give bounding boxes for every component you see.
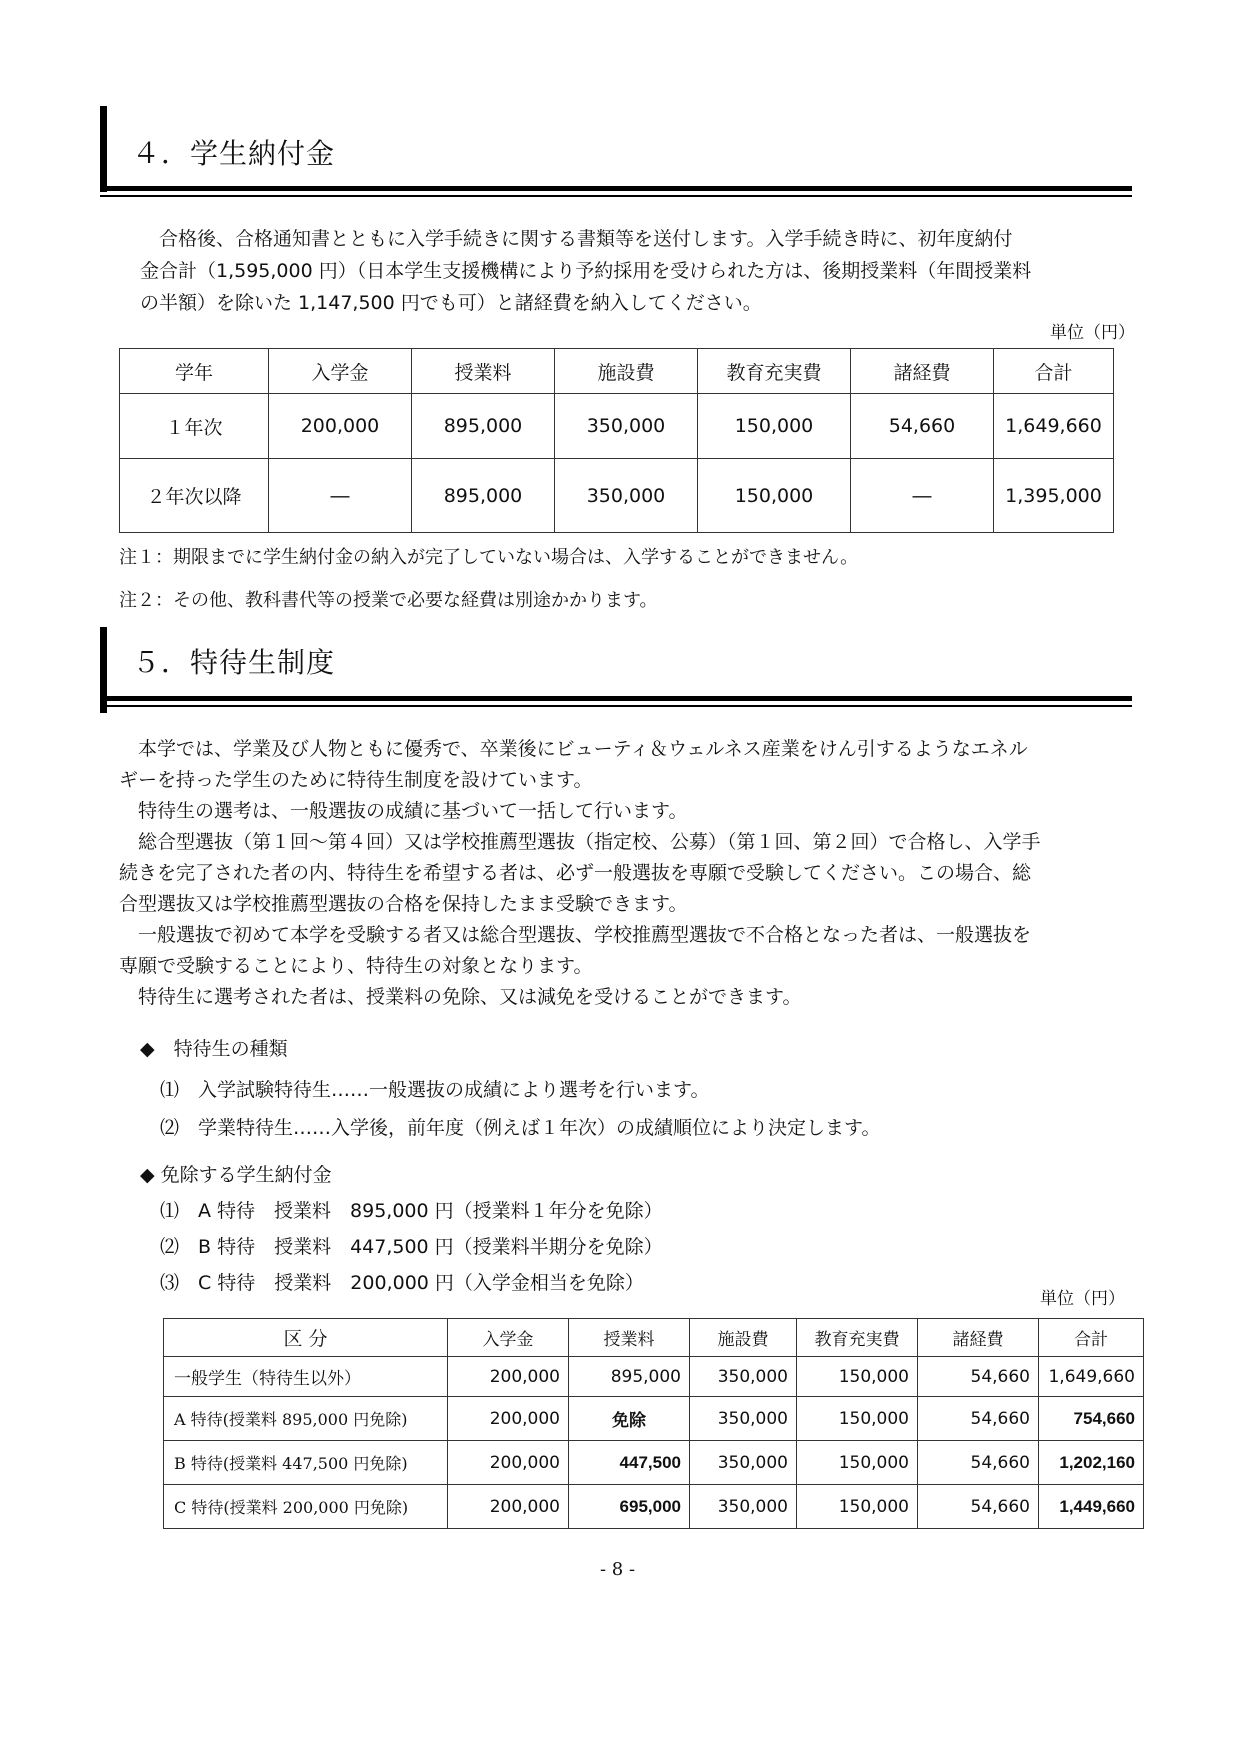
para-line: 総合型選抜（第１回～第４回）又は学校推薦型選抜（指定校、公募）（第１回、第２回）で合格し、入学手 (119, 831, 1041, 853)
table-cell: 150,000 (698, 459, 851, 533)
para-line: 専願で受験することにより、特待生の対象となります。 (119, 955, 593, 977)
table-cell: 54,660 (851, 394, 994, 459)
table-cell: ― (269, 459, 412, 533)
heading-rule (100, 696, 1132, 701)
heading-rule (100, 195, 1132, 197)
table-cell: 1,649,660 (1039, 1357, 1144, 1397)
table-row (120, 394, 1114, 459)
page-number: - 8 - (600, 1559, 636, 1580)
table-cell: 350,000 (555, 394, 698, 459)
table-cell: 695,000 (569, 1485, 690, 1529)
table-cell: 200,000 (448, 1357, 569, 1397)
table-header: 教育充実費 (698, 349, 851, 394)
table-cell: 150,000 (797, 1485, 918, 1529)
heading-bar (100, 106, 107, 192)
table-cell: 54,660 (918, 1357, 1039, 1397)
section4-paragraph (140, 223, 1140, 319)
table-cell: 200,000 (448, 1441, 569, 1485)
table-header: 授業料 (412, 349, 555, 394)
table-cell: 350,000 (690, 1357, 797, 1397)
section4-title: ４．学生納付金 (132, 137, 336, 170)
table-header: 諸経費 (851, 349, 994, 394)
table-cell: 1,395,000 (994, 459, 1114, 533)
table-cell: 54,660 (918, 1485, 1039, 1529)
table-row (164, 1441, 1144, 1485)
table-row (164, 1485, 1144, 1529)
types-heading: ◆ 特待生の種類 (140, 1038, 288, 1060)
table-header: 諸経費 (918, 1319, 1039, 1357)
table-cell: 200,000 (448, 1485, 569, 1529)
row-label: C 特待(授業料 200,000 円免除) (164, 1485, 448, 1529)
table-cell: 1,449,660 (1039, 1485, 1144, 1529)
table-cell: 200,000 (269, 394, 412, 459)
table-header: 施設費 (690, 1319, 797, 1357)
exempt-heading: ◆ 免除する学生納付金 (140, 1164, 332, 1186)
row-label: 一般学生（特待生以外） (164, 1357, 448, 1397)
table-row (120, 459, 1114, 533)
table-header-row (120, 349, 1114, 394)
table-cell: 1,202,160 (1039, 1441, 1144, 1485)
table-cell: １年次 (120, 394, 269, 459)
table-header: 区 分 (164, 1319, 448, 1357)
para-line: 金合計（1,595,000 円）（日本学生支援機構により予約採用を受けられた方は、後期授業料（年間授業料 (140, 260, 1032, 282)
table-cell: 350,000 (690, 1397, 797, 1441)
table-cell: 免除 (569, 1397, 690, 1441)
para-line: の半額）を除いた 1,147,500 円でも可）と諸経費を納入してください。 (140, 292, 762, 314)
table-cell: 54,660 (918, 1397, 1039, 1441)
table-header: 施設費 (555, 349, 698, 394)
table-cell: 350,000 (690, 1441, 797, 1485)
table-row (164, 1397, 1144, 1441)
table-cell: 447,500 (569, 1441, 690, 1485)
table-cell: 150,000 (797, 1357, 918, 1397)
section5-title: ５．特待生制度 (132, 646, 336, 679)
table-header: 授業料 (569, 1319, 690, 1357)
para-line: 特待生に選考された者は、授業料の免除、又は減免を受けることができます。 (119, 986, 802, 1008)
table-cell: 150,000 (698, 394, 851, 459)
table-cell: 150,000 (797, 1397, 918, 1441)
note: 注１：期限までに学生納付金の納入が完了していない場合は、入学することができません。 (119, 547, 859, 568)
table-cell: 150,000 (797, 1441, 918, 1485)
para-line: 本学では、学業及び人物ともに優秀で、卒業後にビューティ＆ウェルネス産業をけん引するようなエネル (119, 738, 1028, 760)
row-label: B 特待(授業料 447,500 円免除) (164, 1441, 448, 1485)
tuition-table (119, 348, 1114, 533)
table-header-row (164, 1319, 1144, 1357)
table-cell: ― (851, 459, 994, 533)
table-cell: 200,000 (448, 1397, 569, 1441)
para-line: ギーを持った学生のために特待生制度を設けています。 (119, 769, 593, 791)
type-item: ⑵ 学業特待生……入学後，前年度（例えば１年次）の成績順位により決定します。 (160, 1117, 881, 1139)
para-line: 続きを完了された者の内、特待生を希望する者は、必ず一般選抜を専願で受験してください。この場合、総 (119, 862, 1032, 884)
table-cell: 895,000 (569, 1357, 690, 1397)
section4-heading (100, 106, 1132, 206)
table-cell: 1,649,660 (994, 394, 1114, 459)
heading-rule (100, 705, 1132, 707)
exempt-item: ⑶ C 特待 授業料 200,000 円（入学金相当を免除） (160, 1272, 644, 1294)
table-cell: 54,660 (918, 1441, 1039, 1485)
exempt-item: ⑴ A 特待 授業料 895,000 円（授業料１年分を免除） (160, 1200, 663, 1222)
unit-label: 単位（円） (1040, 1289, 1125, 1309)
section5-paragraph (119, 734, 1129, 1013)
unit-label: 単位（円） (1050, 323, 1135, 343)
note: 注２：その他、教科書代等の授業で必要な経費は別途かかります。 (119, 590, 658, 611)
para-line: 合格後、合格通知書とともに入学手続きに関する書類等を送付します。入学手続き時に、初年度納付 (140, 228, 1013, 250)
section5-heading (100, 627, 1132, 727)
para-line: 特待生の選考は、一般選抜の成績に基づいて一括して行います。 (119, 800, 688, 822)
type-item: ⑴ 入学試験特待生……一般選抜の成績により選考を行います。 (160, 1079, 710, 1101)
table-header: 合計 (1039, 1319, 1144, 1357)
scholarship-table (163, 1318, 1144, 1529)
para-line: 合型選抜又は学校推薦型選抜の合格を保持したまま受験できます。 (119, 893, 688, 915)
table-header: 合計 (994, 349, 1114, 394)
table-cell: 350,000 (690, 1485, 797, 1529)
heading-rule (100, 186, 1132, 191)
table-cell: 754,660 (1039, 1397, 1144, 1441)
table-header: 学年 (120, 349, 269, 394)
table-cell: 350,000 (555, 459, 698, 533)
exempt-item: ⑵ B 特待 授業料 447,500 円（授業料半期分を免除） (160, 1236, 663, 1258)
table-cell: 895,000 (412, 394, 555, 459)
para-line: 一般選抜で初めて本学を受験する者又は総合型選抜、学校推薦型選抜で不合格となった者は、一般選抜を (119, 924, 1032, 946)
table-cell: ２年次以降 (120, 459, 269, 533)
row-label: A 特待(授業料 895,000 円免除) (164, 1397, 448, 1441)
table-cell: 895,000 (412, 459, 555, 533)
table-header: 教育充実費 (797, 1319, 918, 1357)
table-header: 入学金 (448, 1319, 569, 1357)
table-header: 入学金 (269, 349, 412, 394)
table-row (164, 1357, 1144, 1397)
